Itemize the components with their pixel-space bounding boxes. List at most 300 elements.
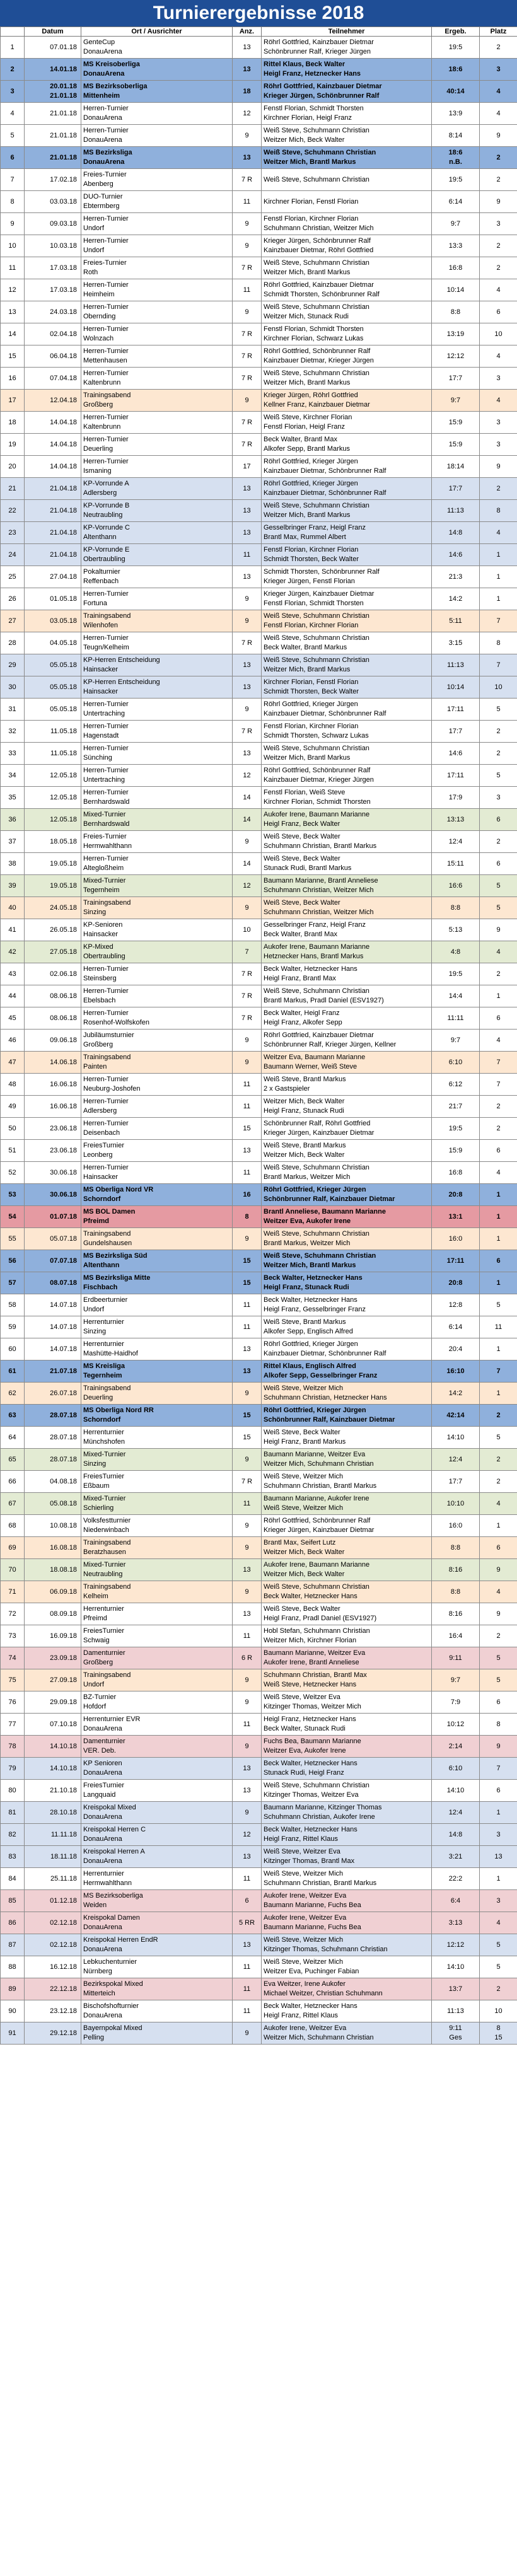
event-place: DonauArena — [83, 1725, 122, 1732]
result-text: 17:9 — [448, 793, 463, 801]
row-participants — [262, 941, 432, 963]
row-date — [25, 213, 81, 235]
table-row — [1, 765, 517, 787]
place-text: 5 — [496, 1963, 501, 1971]
participants-line-2: Schmidt Thorsten, Beck Walter — [264, 555, 359, 563]
row-participants — [262, 1956, 432, 1978]
table-row — [1, 412, 517, 434]
place-text: 9 — [496, 925, 501, 934]
date-text: 26.07.18 — [50, 1389, 77, 1397]
row-result — [432, 1074, 480, 1096]
result-text: 12:12 — [446, 1941, 465, 1949]
row-location — [81, 2022, 233, 2045]
event-name: Volksfestturnier — [83, 1517, 131, 1524]
event-place: Ismaning — [83, 467, 112, 475]
row-result — [432, 743, 480, 765]
row-count — [233, 1449, 262, 1471]
count-text: 10 — [243, 926, 251, 934]
date-text: 14.04.18 — [50, 462, 77, 470]
row-number-text: 62 — [8, 1390, 16, 1397]
row-location — [81, 1912, 233, 1934]
row-participants — [262, 1316, 432, 1338]
place-text: 3 — [496, 65, 501, 73]
count-text: 13 — [243, 44, 251, 51]
table-row — [1, 1272, 517, 1294]
row-number-text: 22 — [8, 507, 16, 514]
result-text: 21:3 — [448, 572, 463, 581]
table-row — [1, 1228, 517, 1250]
event-place: DonauArena — [83, 70, 125, 78]
row-result — [432, 676, 480, 699]
table-row — [1, 456, 517, 478]
row-count — [233, 1934, 262, 1956]
row-participants — [262, 2000, 432, 2022]
participants-line-1: Röhrl Gottfried, Schönbrunner Ralf — [264, 767, 371, 774]
row-result — [432, 1316, 480, 1338]
date-text: 18.11.18 — [50, 1852, 77, 1860]
row-participants — [262, 1272, 432, 1294]
row-count — [233, 588, 262, 610]
row-participants — [262, 721, 432, 743]
count-text: 9 — [245, 132, 249, 139]
count-text: 6 — [245, 1897, 249, 1905]
participants-line-2: Beck Walter, Stunack Rudi — [264, 1725, 346, 1732]
row-date — [25, 985, 81, 1007]
participants-line-1: Weiß Steve, Weitzer Mich — [264, 1384, 344, 1392]
row-place — [480, 588, 517, 610]
row-place — [480, 699, 517, 721]
row-result — [432, 1691, 480, 1714]
row-location — [81, 522, 233, 544]
row-participants — [262, 1361, 432, 1383]
row-location — [81, 1691, 233, 1714]
row-number — [1, 1581, 25, 1603]
participants-line-1: Röhrl Gottfried, Krieger Jürgen — [264, 1407, 366, 1414]
participants-line-2: Weitzer Eva, Aukofer Irene — [264, 1217, 351, 1225]
place-text: 6 — [496, 1698, 501, 1706]
table-row — [1, 1559, 517, 1581]
row-result — [432, 853, 480, 875]
participants-line-2: Weitzer Mich, Beck Walter — [264, 1151, 345, 1159]
row-number — [1, 1736, 25, 1758]
count-text: 13 — [243, 529, 251, 537]
row-result — [432, 257, 480, 279]
participants-line-1: Röhrl Gottfried, Schönbrunner Ralf — [264, 1517, 371, 1524]
participants-line-1: Baumann Marianne, Weitzer Eva — [264, 1451, 366, 1458]
row-date — [25, 875, 81, 897]
row-date — [25, 699, 81, 721]
row-participants — [262, 1824, 432, 1846]
date-text: 12.05.18 — [50, 771, 77, 779]
row-participants — [262, 1537, 432, 1559]
result-text: 9:11 — [449, 1654, 462, 1662]
row-number-text: 39 — [8, 882, 16, 890]
row-participants — [262, 37, 432, 59]
participants-line-1: Weiß Steve, Beck Walter — [264, 833, 340, 840]
row-count — [233, 1758, 262, 1780]
row-number-text: 10 — [8, 242, 16, 250]
participants-line-1: Weiß Steve, Schuhmann Christian — [264, 127, 369, 134]
participants-line-2: Weiß Steve, Hetznecker Hans — [264, 1681, 357, 1688]
row-count — [233, 1846, 262, 1868]
count-text: 7 R — [241, 1014, 253, 1022]
place-text: 10 — [494, 330, 502, 338]
table-row — [1, 1846, 517, 1868]
participants-line-2: Kitzinger Thomas, Schuhmann Christian — [264, 1946, 388, 1953]
row-place — [480, 1581, 517, 1603]
row-participants — [262, 1471, 432, 1493]
event-name: Herren-Turnier — [83, 745, 129, 752]
row-result — [432, 1978, 480, 2000]
place-text: 2 — [496, 837, 501, 845]
row-number-text: 29 — [8, 661, 16, 669]
participants-line-2: Heigl Franz, Stunack Rudi — [264, 1107, 344, 1115]
result-text: 14:6 — [448, 749, 463, 757]
row-place — [480, 1846, 517, 1868]
table-row — [1, 323, 517, 345]
row-date — [25, 235, 81, 257]
count-text: 9 — [245, 705, 249, 713]
table-row — [1, 191, 517, 213]
row-place — [480, 1338, 517, 1361]
row-result — [432, 59, 480, 81]
row-place — [480, 345, 517, 368]
count-text: 9 — [245, 1036, 249, 1044]
event-name: MS Bezirksliga Süd — [83, 1252, 148, 1260]
row-result — [432, 1714, 480, 1736]
row-participants — [262, 1096, 432, 1118]
participants-line-1: Weiß Steve, Weitzer Mich — [264, 1936, 344, 1944]
participants-line-2: Brantl Max, Rummel Albert — [264, 533, 346, 541]
row-place — [480, 1096, 517, 1118]
row-place — [480, 213, 517, 235]
participants-line-2: Kirchner Florian, Schmidt Thorsten — [264, 798, 371, 806]
row-participants — [262, 1890, 432, 1912]
table-row — [1, 1118, 517, 1140]
date-text: 02.12.18 — [50, 1941, 77, 1949]
row-place — [480, 1074, 517, 1096]
row-result — [432, 809, 480, 831]
event-place: Undorf — [83, 247, 105, 254]
row-count — [233, 699, 262, 721]
result-text: 3:21 — [448, 1852, 463, 1860]
row-number-text: 71 — [8, 1588, 16, 1596]
event-place: Hagenstadt — [83, 732, 119, 740]
event-place: Deuerling — [83, 1394, 113, 1401]
row-count — [233, 368, 262, 390]
row-number — [1, 191, 25, 213]
participants-line-1: Weiß Steve, Beck Walter — [264, 899, 340, 907]
table-row — [1, 1427, 517, 1449]
table-row — [1, 610, 517, 632]
row-place — [480, 1316, 517, 1338]
row-number — [1, 1449, 25, 1471]
participants-line-2: Baumann Werner, Weiß Steve — [264, 1063, 357, 1070]
row-number — [1, 1383, 25, 1405]
participants-line-1: Krieger Jürgen, Röhrl Gottfried — [264, 392, 358, 399]
participants-line-1: Weiß Steve, Beck Walter — [264, 1429, 340, 1436]
row-location — [81, 1383, 233, 1405]
date-text: 05.05.18 — [50, 661, 77, 669]
row-date — [25, 59, 81, 81]
row-date — [25, 1471, 81, 1493]
row-number-text: 25 — [8, 573, 16, 581]
event-name: Herren-Turnier — [83, 281, 129, 289]
row-count — [233, 1493, 262, 1515]
row-number — [1, 1493, 25, 1515]
row-date — [25, 963, 81, 985]
row-participants — [262, 125, 432, 147]
row-participants — [262, 1603, 432, 1625]
event-place: Wilenhofen — [83, 622, 119, 629]
participants-line-1: Eva Weitzer, Irene Aukofer — [264, 1980, 346, 1988]
event-name: Herren-Turnier — [83, 1009, 129, 1017]
result-text: 10:14 — [446, 286, 465, 294]
date-text: 21.04.18 — [50, 506, 77, 514]
participants-line-2: Weitzer Mich, Beck Walter — [264, 1548, 345, 1556]
event-name: Trainingsabend — [83, 1539, 131, 1546]
row-number-text: 73 — [8, 1632, 16, 1640]
participants-line-2: Heigl Franz, Pradl Daniel (ESV1927) — [264, 1615, 377, 1622]
count-text: 13 — [243, 573, 251, 581]
row-date — [25, 500, 81, 522]
participants-line-2: Brantl Markus, Pradl Daniel (ESV1927) — [264, 997, 384, 1004]
row-location — [81, 1978, 233, 2000]
row-count — [233, 875, 262, 897]
row-number — [1, 1780, 25, 1802]
result-text: 21:7 — [448, 1102, 463, 1110]
result-text: 17:7 — [448, 484, 463, 492]
table-row — [1, 919, 517, 941]
count-text: 9 — [245, 904, 249, 912]
count-text: 13 — [243, 66, 251, 73]
place-text: 1 — [496, 1389, 501, 1397]
row-participants — [262, 1162, 432, 1184]
row-date — [25, 588, 81, 610]
row-date — [25, 919, 81, 941]
row-place — [480, 1030, 517, 1052]
results-table — [0, 26, 517, 2045]
participants-line-2: Schmidt Thorsten, Schönbrunner Ralf — [264, 291, 380, 298]
row-location — [81, 1581, 233, 1603]
count-text: 17 — [243, 463, 251, 470]
row-participants — [262, 1515, 432, 1537]
row-number-text: 40 — [8, 904, 16, 912]
event-place: DonauArena — [83, 1835, 122, 1843]
row-participants — [262, 1030, 432, 1052]
event-place: Wolnzach — [83, 335, 114, 342]
result-text: 6:12 — [448, 1080, 463, 1088]
participants-line-2: Kainzbauer Dietmar, Schönbrunner Ralf — [264, 710, 386, 717]
date-text: 14.10.18 — [50, 1742, 77, 1750]
place-text: 1 — [496, 1190, 501, 1198]
row-place — [480, 1934, 517, 1956]
row-number — [1, 1802, 25, 1824]
event-name: Herren-Turnier — [83, 325, 129, 333]
place-text: 5 — [496, 1941, 501, 1949]
row-result — [432, 1647, 480, 1669]
participants-line-1: Fenstl Florian, Schmidt Thorsten — [264, 105, 364, 112]
row-place — [480, 963, 517, 985]
row-number — [1, 345, 25, 368]
row-participants — [262, 765, 432, 787]
row-result — [432, 1603, 480, 1625]
result-text: 14:8 — [448, 1830, 463, 1838]
row-result — [432, 2000, 480, 2022]
row-number-text: 46 — [8, 1036, 16, 1044]
row-result — [432, 632, 480, 654]
participants-line-2: Schuhmann Christian, Weitzer Mich — [264, 908, 374, 916]
event-name: Trainingsabend — [83, 1053, 131, 1061]
count-text: 15 — [243, 1257, 251, 1265]
row-result — [432, 1184, 480, 1206]
table-row — [1, 831, 517, 853]
place-text: 3 — [496, 1896, 501, 1905]
row-number — [1, 368, 25, 390]
event-place: Tegernheim — [83, 886, 120, 894]
participants-line-2: Heigl Franz, Brantl Markus — [264, 1438, 346, 1446]
table-row — [1, 897, 517, 919]
row-number — [1, 610, 25, 632]
date-text: 11.05.18 — [50, 727, 77, 735]
row-number-text: 57 — [8, 1279, 16, 1287]
date-text: 07.07.18 — [50, 1256, 77, 1265]
row-date — [25, 566, 81, 588]
row-place — [480, 522, 517, 544]
row-participants — [262, 897, 432, 919]
count-text: 13 — [243, 154, 251, 161]
place-text: 1 — [496, 1874, 501, 1883]
row-result — [432, 323, 480, 345]
row-number-text: 49 — [8, 1103, 16, 1110]
row-place — [480, 1691, 517, 1714]
participants-line-2: Heigl Franz, Rittel Klaus — [264, 1835, 338, 1843]
event-place: Langquaid — [83, 1791, 116, 1799]
row-location — [81, 81, 233, 103]
table-row — [1, 1052, 517, 1074]
row-number-text: 72 — [8, 1610, 16, 1618]
row-participants — [262, 1007, 432, 1030]
participants-line-1: Rittel Klaus, Englisch Alfred — [264, 1362, 356, 1370]
row-result — [432, 345, 480, 368]
row-number-text: 47 — [8, 1059, 16, 1066]
result-text: 12:4 — [448, 837, 463, 845]
place-text: 3 — [496, 1830, 501, 1838]
row-location — [81, 1338, 233, 1361]
row-count — [233, 345, 262, 368]
participants-line-1: Fenstl Florian, Weiß Steve — [264, 789, 346, 796]
date-text: 26.05.18 — [50, 925, 77, 934]
row-number — [1, 632, 25, 654]
row-location — [81, 875, 233, 897]
count-text: 9 — [245, 220, 249, 228]
row-participants — [262, 1228, 432, 1250]
event-name: FreiesTurnier — [83, 1473, 124, 1480]
table-row — [1, 1581, 517, 1603]
row-number-text: 64 — [8, 1434, 16, 1441]
count-text: 14 — [243, 816, 251, 823]
result-text: 14:6 — [448, 550, 463, 559]
event-name: Kreispokal Mixed — [83, 1804, 136, 1811]
result-text: 8:8 — [450, 308, 461, 316]
participants-line-1: Weiß Steve, Beck Walter — [264, 855, 340, 862]
place-text: 6 — [496, 1146, 501, 1154]
date-text: 16.09.18 — [50, 1632, 77, 1640]
result-text: 9:7 — [450, 219, 461, 228]
place-text: 7 — [496, 1764, 501, 1772]
row-number — [1, 1537, 25, 1559]
row-date — [25, 456, 81, 478]
participants-line-2: Schönbrunner Ralf, Kainzbauer Dietmar — [264, 1416, 395, 1424]
row-count — [233, 1802, 262, 1824]
row-number-text: 81 — [8, 1809, 16, 1816]
event-name: GenteCup — [83, 38, 115, 46]
row-location — [81, 434, 233, 456]
row-participants — [262, 919, 432, 941]
row-participants — [262, 456, 432, 478]
event-name: BZ-Turnier — [83, 1693, 117, 1701]
place-text: 5 — [496, 903, 501, 912]
place-text: 7 — [496, 617, 501, 625]
place-text: 7 — [496, 661, 501, 669]
participants-line-2: Kitzinger Thomas, Weitzer Mich — [264, 1703, 361, 1710]
row-place — [480, 1736, 517, 1758]
date-text: 17.02.18 — [50, 175, 77, 183]
row-location — [81, 1934, 233, 1956]
row-number-text: 91 — [8, 2029, 16, 2037]
count-text: 8 — [245, 1213, 249, 1221]
row-number — [1, 1603, 25, 1625]
event-name: KP-Vorrunde A — [83, 480, 129, 487]
row-date — [25, 831, 81, 853]
row-number — [1, 125, 25, 147]
event-place: Pfreimd — [83, 1217, 109, 1225]
row-result — [432, 1030, 480, 1052]
table-body — [1, 37, 517, 2045]
row-count — [233, 390, 262, 412]
result-text: 13:7 — [448, 1985, 463, 1993]
row-date — [25, 37, 81, 59]
row-place — [480, 897, 517, 919]
row-location — [81, 1537, 233, 1559]
place-text: 2 — [496, 484, 501, 492]
row-number-text: 70 — [8, 1566, 16, 1574]
count-text: 7 R — [241, 728, 253, 735]
event-name: Kreispokal Herren EndR — [83, 1936, 158, 1944]
event-name: Herrenturnier EVR — [83, 1715, 141, 1723]
row-number-text: 24 — [8, 551, 16, 559]
date-text: 12.04.18 — [50, 396, 77, 404]
table-row — [1, 434, 517, 456]
row-number-text: 32 — [8, 728, 16, 735]
date-text: 21.07.18 — [50, 1367, 77, 1375]
date-text: 28.07.18 — [50, 1433, 77, 1441]
participants-line-2: Kainzbauer Dietmar, Schönbrunner Ralf — [264, 467, 386, 475]
place-text: 1 — [496, 1345, 501, 1353]
table-row — [1, 1338, 517, 1361]
result-text: 11:13 — [447, 506, 464, 514]
row-location — [81, 500, 233, 522]
result-text: 14:2 — [448, 595, 463, 603]
count-text: 9 — [245, 1676, 249, 1684]
count-text: 9 — [245, 838, 249, 845]
result-text: 12:8 — [448, 1301, 463, 1309]
date-text: 05.07.18 — [50, 1234, 77, 1243]
place-text: 1 — [496, 595, 501, 603]
row-number — [1, 919, 25, 941]
result-text: 9:7 — [450, 1036, 461, 1044]
date-text: 27.05.18 — [50, 948, 77, 956]
